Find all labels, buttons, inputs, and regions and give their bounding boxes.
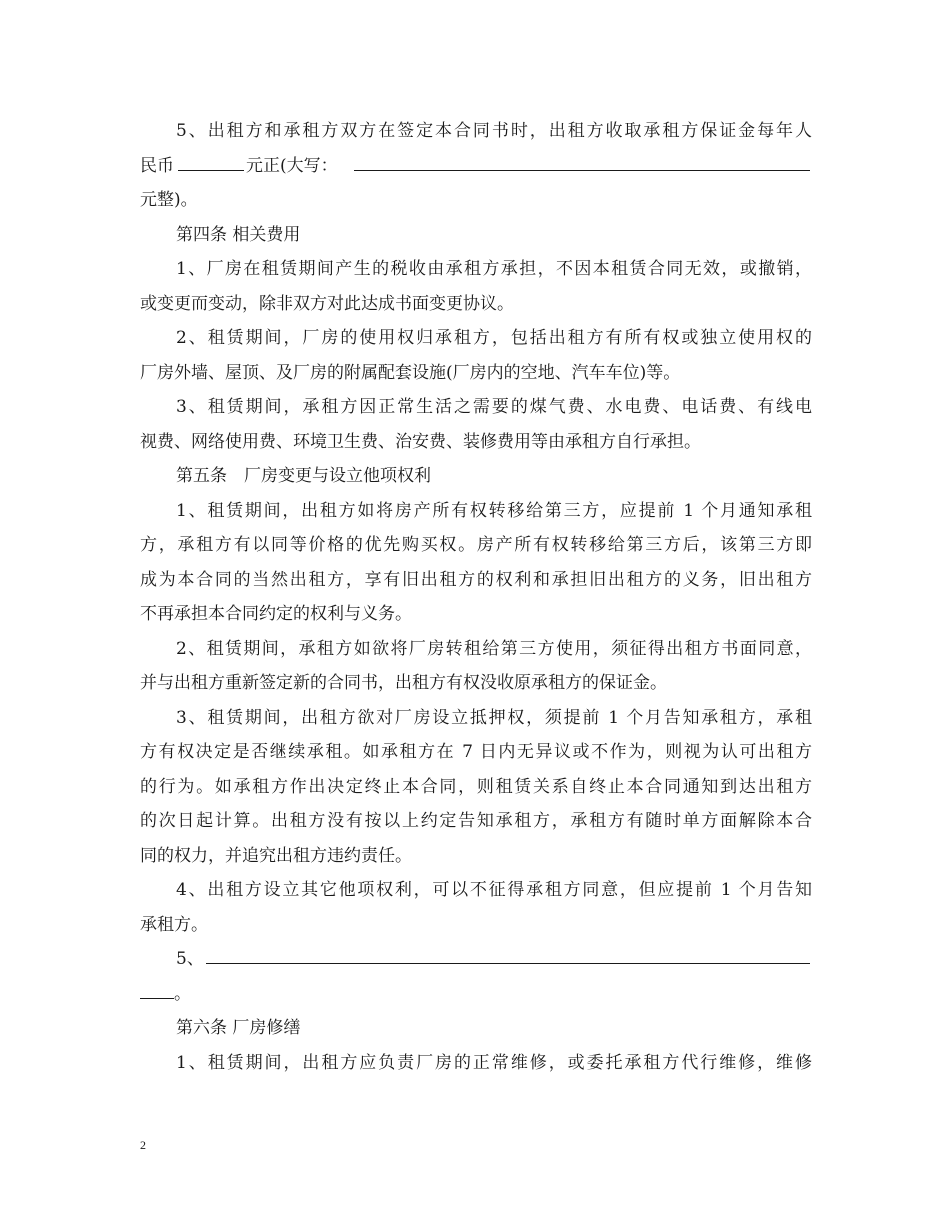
section-heading: 第五条 厂房变更与设立他项权利 — [176, 466, 431, 486]
section-heading: 第四条 相关费用 — [176, 224, 301, 245]
paragraph-line: 3、租赁期间，承租方因正常生活之需要的煤气费、水电费、电话费、有线电 — [176, 397, 812, 417]
line-text: 5、 — [176, 949, 204, 969]
paragraph-line: 4、出租方设立其它他项权利，可以不征得承租方同意，但应提前 1 个月告知 — [176, 880, 812, 900]
paragraph-line: 不再承担本合同约定的权利与义务。 — [140, 604, 412, 624]
line-text: 民币 — [140, 155, 174, 176]
page-number: 2 — [140, 1138, 146, 1152]
fill-in-blank — [354, 170, 810, 171]
fill-in-blank — [206, 963, 810, 964]
paragraph-line — [140, 149, 812, 184]
fill-in-blank — [178, 170, 244, 171]
document-body — [140, 114, 812, 1080]
paragraph-line: 方，承租方有以同等价格的优先购买权。房产所有权转移给第三方后，该第三方即 — [140, 535, 812, 555]
paragraph-line: 5、出租方和承租方双方在签定本合同书时，出租方收取承租方保证金每年人 — [176, 121, 812, 141]
paragraph-line: 元整)。 — [140, 190, 198, 210]
fill-in-blank — [140, 998, 174, 999]
paragraph-line: 厂房外墙、屋顶、及厂房的附属配套设施(厂房内的空地、汽车车位)等。 — [140, 362, 681, 383]
paragraph-line: 的行为。如承租方作出决定终止本合同，则租赁关系自终止本合同通知到达出租方 — [140, 776, 812, 797]
paragraph-line: 1、厂房在租赁期间产生的税收由承租方承担，不因本租赁合同无效，或撤销， — [176, 259, 812, 279]
section-heading: 第六条 厂房修缮 — [176, 1018, 301, 1038]
paragraph-line: 或变更而变动，除非双方对此达成书面变更协议。 — [140, 293, 514, 314]
paragraph-line — [140, 977, 812, 1012]
paragraph-line: 1、租赁期间，出租方应负责厂房的正常维修，或委托承租方代行维修，维修 — [176, 1052, 812, 1073]
paragraph-line: 成为本合同的当然出租方，享有旧出租方的权利和承担旧出租方的义务，旧出租方 — [140, 569, 812, 590]
line-text: 元正(大写： — [246, 155, 338, 176]
paragraph-line: 的次日起计算。出租方没有按以上约定告知承租方，承租方有随时单方面解除本合 — [140, 811, 812, 831]
paragraph-line — [140, 942, 812, 977]
paragraph-line: 视费、网络使用费、环境卫生费、治安费、装修费用等由承租方自行承担。 — [140, 431, 701, 452]
paragraph-line: 2、租赁期间，厂房的使用权归承租方，包括出租方有所有权或独立使用权的 — [176, 328, 812, 348]
paragraph-line: 2、租赁期间，承租方如欲将厂房转租给第三方使用，须征得出租方书面同意， — [176, 638, 812, 659]
paragraph-line: 1、租赁期间，出租方如将房产所有权转移给第三方，应提前 1 个月通知承租 — [176, 500, 812, 521]
paragraph-line: 承租方。 — [140, 914, 208, 935]
line-text: 。 — [174, 983, 191, 1004]
paragraph-line: 并与出租方重新签定新的合同书，出租方有权没收原承租方的保证金。 — [140, 673, 667, 693]
paragraph-line: 同的权力，并追究出租方违约责任。 — [140, 845, 412, 866]
paragraph-line: 3、租赁期间，出租方欲对厂房设立抵押权，须提前 1 个月告知承租方，承租 — [176, 707, 812, 728]
paragraph-line: 方有权决定是否继续承租。如承租方在 7 日内无异议或不作为，则视为认可出租方 — [140, 742, 812, 762]
